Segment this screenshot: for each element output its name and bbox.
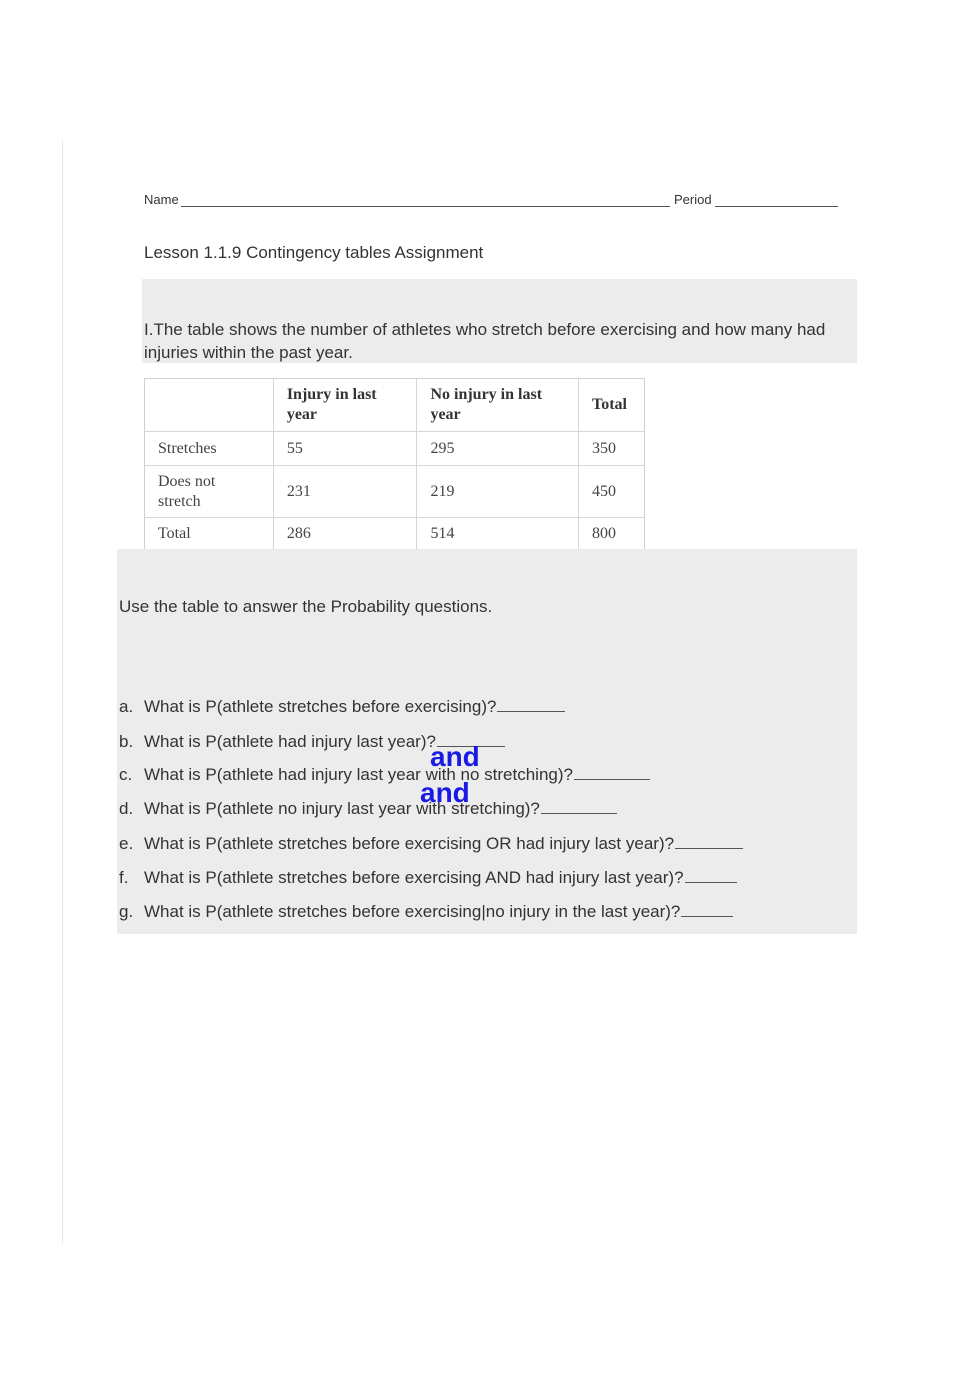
question-item	[119, 764, 650, 786]
instruction-text: Use the table to answer the Probability questions.	[119, 597, 493, 616]
question-item	[119, 867, 737, 889]
question-text: What is P(athlete stretches before exercising AND had injury last year)?	[144, 868, 684, 887]
question-text: What is P(athlete stretches before exercising OR had injury last year)?	[144, 834, 675, 853]
answer-blank[interactable]	[541, 813, 617, 814]
handwritten-and-annotation: and	[430, 741, 480, 772]
table-row	[145, 518, 645, 550]
question-text: What is P(athlete no injury last year with stretching)?	[144, 799, 540, 818]
contingency-table	[144, 378, 645, 550]
table-cell: 350	[578, 432, 644, 466]
table-header-cell: Injury in last year	[273, 379, 417, 432]
period-label: Period	[674, 192, 712, 207]
question-text: What is P(athlete stretches before exercising)?	[144, 697, 497, 716]
answer-blank[interactable]	[497, 711, 565, 712]
question-letter: b.	[119, 732, 134, 751]
answer-blank[interactable]	[681, 916, 733, 917]
table-cell: 450	[578, 466, 644, 518]
question-item	[119, 798, 617, 820]
answer-blank[interactable]	[675, 848, 743, 849]
table-row	[145, 432, 645, 466]
table-cell: 295	[417, 432, 579, 466]
name-period-row	[144, 192, 838, 212]
table-cell: 514	[417, 518, 579, 550]
period-blank[interactable]	[715, 206, 838, 207]
table-cell: Stretches	[145, 432, 274, 466]
table-row	[145, 466, 645, 518]
question-letter: c.	[119, 765, 133, 784]
question-letter: e.	[119, 834, 134, 853]
table-cell: 800	[591, 524, 616, 542]
name-label: Name	[144, 192, 179, 207]
answer-blank[interactable]	[685, 882, 737, 883]
table-cell: Does not stretch	[145, 466, 274, 518]
table-cell: 231	[273, 466, 417, 518]
question-item	[119, 696, 565, 718]
question-letter: f.	[119, 868, 129, 887]
table-header-cell: Total	[578, 379, 644, 432]
question-letter: a.	[119, 697, 134, 716]
table-header-cell: No injury in last year	[417, 379, 579, 432]
question-item	[119, 901, 733, 923]
table-header-row	[145, 379, 645, 432]
question-text: What is P(athlete stretches before exercising|no injury in the last year)?	[144, 902, 681, 921]
question-letter: g.	[119, 902, 134, 921]
question-letter: d.	[119, 799, 134, 818]
table-cell: Total	[145, 518, 274, 550]
page-margin-line	[62, 140, 63, 1244]
name-blank[interactable]	[181, 206, 670, 207]
answer-blank[interactable]	[574, 779, 650, 780]
lesson-title: Lesson 1.1.9 Contingency tables Assignment	[144, 243, 484, 262]
problem-prompt: I.The table shows the number of athletes who stretch before exercising and how many had injuries within the past year.	[144, 320, 826, 362]
table-cell: 55	[273, 432, 417, 466]
question-text: What is P(athlete had injury last year with no stretching)?	[144, 765, 573, 784]
table-header-cell	[145, 379, 274, 432]
question-text: What is P(athlete had injury last year)?	[144, 732, 436, 751]
handwritten-and-annotation: and	[420, 777, 470, 808]
question-item	[119, 833, 743, 855]
table-cell: 286	[273, 518, 417, 550]
table-cell: 219	[417, 466, 579, 518]
